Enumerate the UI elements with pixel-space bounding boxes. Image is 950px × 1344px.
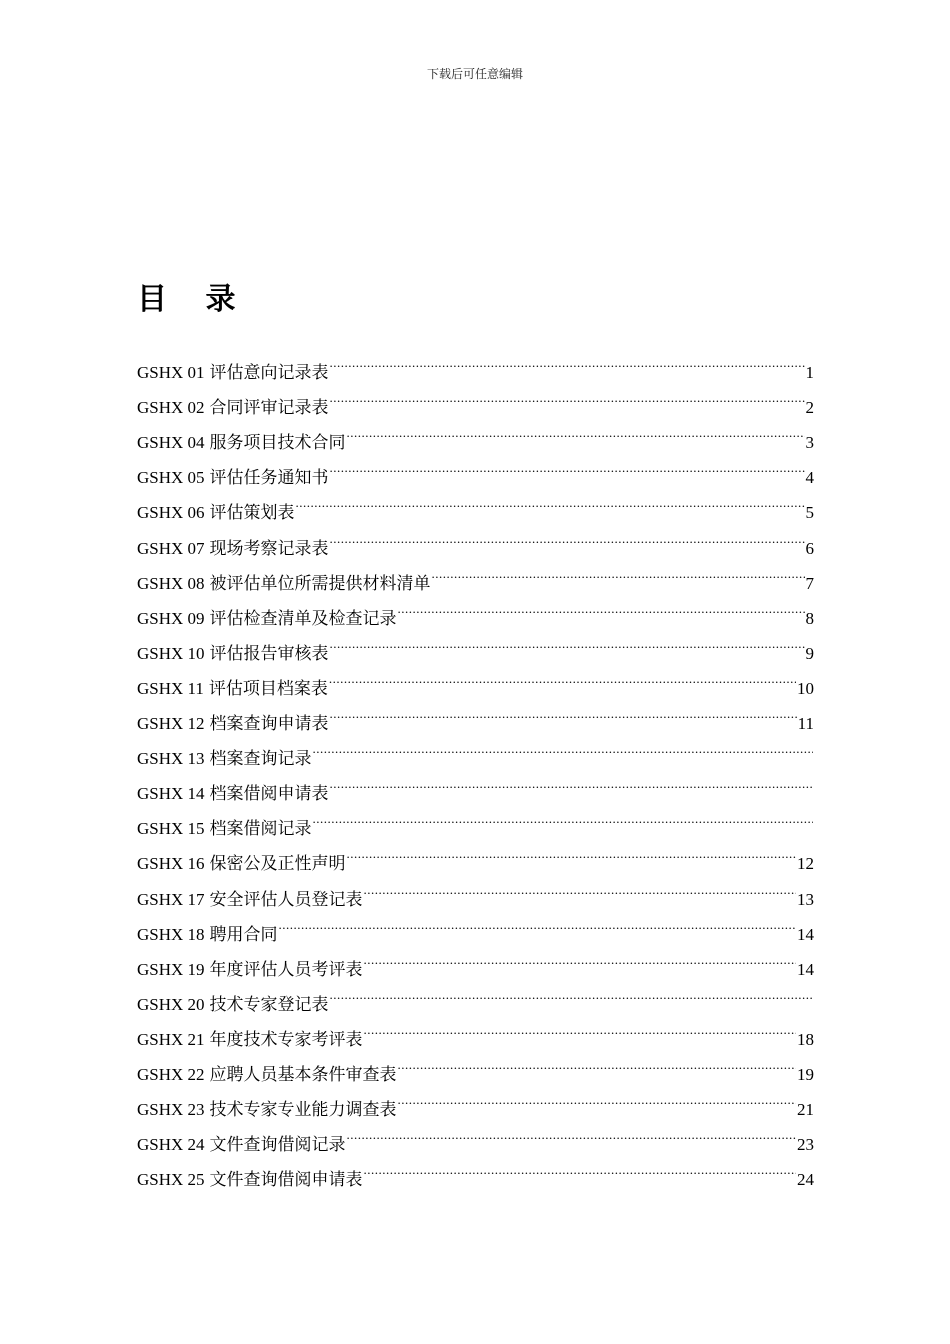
- toc-dot-leader: [432, 554, 805, 589]
- toc-entry-page: 14: [797, 924, 814, 944]
- toc-entry-page: 23: [797, 1135, 814, 1155]
- toc-entry-code: GSHX 16: [137, 854, 205, 874]
- toc-entry-page: 19: [797, 1064, 814, 1084]
- toc-entry-label: 文件查询借阅记录: [209, 1135, 346, 1156]
- toc-dot-leader: [398, 1045, 796, 1080]
- toc-entry-code: GSHX 10: [137, 643, 205, 663]
- table-of-contents: [137, 343, 814, 1191]
- toc-dot-leader: [347, 834, 796, 869]
- toc-entry-code: GSHX 19: [137, 959, 205, 979]
- toc-entry-label: 年度评估人员考评表: [209, 959, 363, 980]
- toc-entry-code: GSHX 06: [137, 503, 205, 523]
- toc-dot-leader: [279, 905, 796, 940]
- toc-entry-code: GSHX 05: [137, 468, 205, 488]
- toc-dot-leader: [347, 413, 805, 448]
- toc-entry-label: 保密公及正性声明: [209, 854, 346, 875]
- toc-dot-leader: [313, 799, 813, 834]
- toc-entry-label: 应聘人员基本条件审查表: [209, 1064, 397, 1085]
- toc-dot-leader: [364, 1150, 796, 1185]
- toc-entry-code: GSHX 14: [137, 784, 205, 804]
- toc-entry-page: 7: [805, 573, 814, 593]
- toc-entry-label: 档案借阅记录: [209, 819, 312, 840]
- toc-entry-code: GSHX 17: [137, 889, 205, 909]
- toc-entry-page: 24: [797, 1170, 814, 1190]
- toc-entry-label: 评估策划表: [209, 503, 295, 524]
- toc-entry-page: 12: [797, 854, 814, 874]
- toc-entry-code: GSHX 20: [137, 994, 205, 1014]
- toc-entry-label: 安全评估人员登记表: [209, 889, 363, 910]
- toc-entry-label: 文件查询借阅申请表: [209, 1170, 363, 1191]
- toc-entry-label: 聘用合同: [209, 924, 278, 945]
- toc-entry-code: GSHX 13: [137, 749, 205, 769]
- toc-entry-label: 被评估单位所需提供材料清单: [209, 573, 431, 594]
- toc-entry-code: GSHX 18: [137, 924, 205, 944]
- toc-entry-label: 评估任务通知书: [209, 468, 329, 489]
- toc-entry-code: GSHX 12: [137, 714, 205, 734]
- page-header-note: 下载后可任意编辑: [426, 67, 523, 81]
- toc-entry-page: 4: [805, 468, 814, 488]
- toc-entry-label: 合同评审记录表: [209, 398, 329, 419]
- toc-dot-leader: [330, 378, 805, 413]
- toc-entry[interactable]: [137, 343, 814, 384]
- toc-entry-code: GSHX 08: [137, 573, 205, 593]
- toc-entry-label: 服务项目技术合同: [209, 433, 346, 454]
- toc-dot-leader: [330, 624, 805, 659]
- toc-entry-page: 9: [805, 643, 814, 663]
- toc-dot-leader: [347, 1115, 796, 1150]
- toc-entry-page: 13: [797, 889, 814, 909]
- toc-entry-page: 21: [797, 1100, 814, 1120]
- toc-dot-leader: [330, 764, 813, 799]
- toc-entry-label: 评估报告审核表: [209, 643, 329, 664]
- toc-entry-page: 3: [805, 433, 814, 453]
- toc-dot-leader: [364, 1010, 796, 1045]
- toc-entry-label: 档案查询记录: [209, 749, 312, 770]
- toc-dot-leader: [296, 483, 805, 518]
- toc-entry-code: GSHX 04: [137, 433, 205, 453]
- toc-entry-page: 5: [805, 503, 814, 523]
- toc-dot-leader: [330, 343, 805, 378]
- toc-entry-page: 11: [797, 714, 814, 734]
- toc-entry-page: 2: [805, 398, 814, 418]
- toc-entry-label: 现场考察记录表: [209, 538, 329, 559]
- toc-dot-leader: [330, 518, 805, 553]
- toc-entry-label: 档案查询申请表: [209, 714, 329, 735]
- toc-entry-label: 评估意向记录表: [209, 363, 329, 384]
- toc-entry-code: GSHX 01: [137, 363, 205, 383]
- toc-entry-label: 年度技术专家考评表: [209, 1029, 363, 1050]
- toc-dot-leader: [330, 975, 813, 1010]
- toc-entry-code: GSHX 07: [137, 538, 205, 558]
- toc-dot-leader: [313, 729, 813, 764]
- toc-dot-leader: [364, 940, 796, 975]
- toc-entry-code: GSHX 22: [137, 1064, 205, 1084]
- toc-entry-page: 18: [797, 1029, 814, 1049]
- toc-entry-code: GSHX 15: [137, 819, 205, 839]
- toc-entry-page: 6: [805, 538, 814, 558]
- toc-entry-label: 技术专家专业能力调查表: [209, 1100, 397, 1121]
- toc-dot-leader: [364, 869, 796, 904]
- toc-entry-code: GSHX 21: [137, 1029, 205, 1049]
- toc-entry-label: 评估检查清单及检查记录: [209, 608, 397, 629]
- toc-entry-code: GSHX 09: [137, 608, 205, 628]
- toc-entry-page: 14: [797, 959, 814, 979]
- toc-title: 目 录: [137, 282, 250, 317]
- toc-entry-code: GSHX 23: [137, 1100, 205, 1120]
- toc-dot-leader: [398, 1080, 796, 1115]
- toc-dot-leader: [330, 694, 797, 729]
- toc-entry-code: GSHX 24: [137, 1135, 205, 1155]
- toc-dot-leader: [330, 448, 805, 483]
- toc-entry-label: 技术专家登记表: [209, 994, 329, 1015]
- toc-entry-page: 8: [805, 608, 814, 628]
- toc-dot-leader: [398, 589, 805, 624]
- toc-entry-code: GSHX 25: [137, 1170, 205, 1190]
- toc-entry-page: 10: [797, 678, 814, 698]
- toc-entry-code: GSHX 11: [137, 678, 204, 698]
- toc-entry-label: 评估项目档案表: [208, 678, 328, 699]
- toc-entry-code: GSHX 02: [137, 398, 205, 418]
- toc-dot-leader: [329, 659, 796, 694]
- toc-entry-page: 1: [805, 363, 814, 383]
- toc-entry-label: 档案借阅申请表: [209, 784, 329, 805]
